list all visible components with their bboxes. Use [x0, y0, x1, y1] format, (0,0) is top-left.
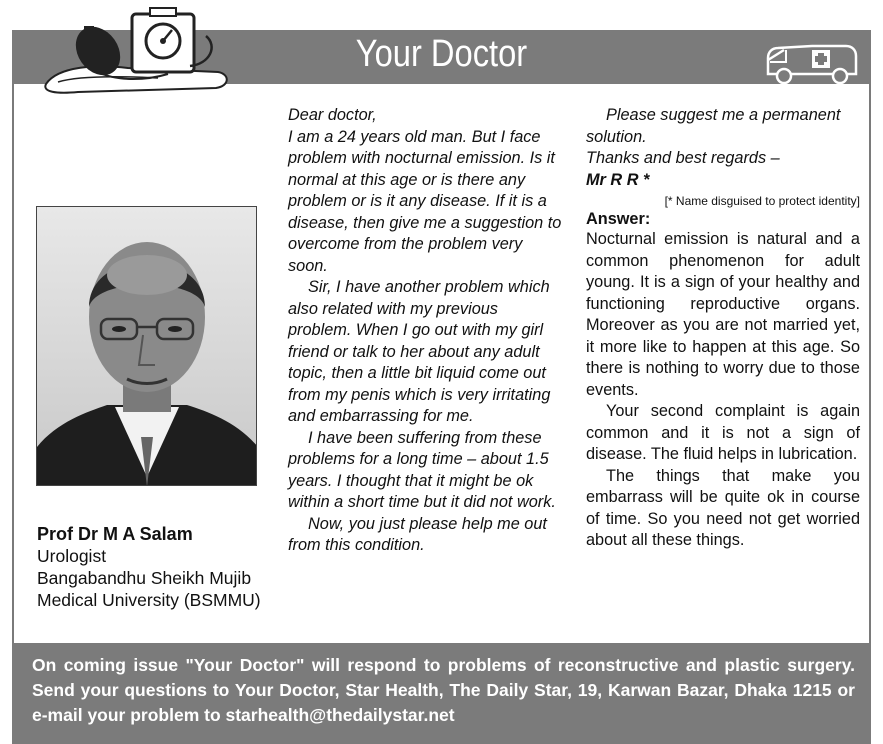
letter-paragraph-3: I have been suffering from these problems for a long time – about 1.5 years. I thought that it might be ok within a short time but it did not work. [288, 428, 556, 511]
doctor-institution-line2: Medical University (BSMMU) [37, 590, 261, 610]
answer-paragraph-1: Nocturnal emission is natural and a common phenomenon for adult young. It is a sign of your healthy and functioning reproductive organs. Moreover as you are not married yet, it more like to happen at this age. So there is nothing to worry due to those events. [586, 230, 860, 399]
letter-column [288, 105, 563, 557]
answer-heading: Answer: [586, 210, 651, 228]
letter-paragraph-5: Please suggest me a permanent solution. [586, 106, 841, 146]
footer-text: On coming issue "Your Doctor" will respond to problems of reconstructive and plastic surgery. Send your questions to Your Doctor, Star Health, The Daily Star, 19, Karwan Bazar, Dhaka 1215 or e-mail your problem to starhealth@thedailystar.net [32, 655, 855, 725]
answer-column [586, 105, 860, 552]
letter-paragraph-2: Sir, I have another problem which also related with my previous problem. When I go out with my girl friend or talk to her about any adult topic, then a little bit liquid come out from my penis which is very irritating and embarrassing for me. [288, 278, 551, 425]
letter-paragraph-1: I am a 24 years old man. But I face problem with nocturnal emission. Is it normal at this age or is there any problem or is it any disease. If it is a disease, then give me a suggestion to overcome from the problem very soon. [288, 127, 562, 275]
answer-paragraph-3: The things that make you embarrass will be quite ok in course of time. So you need not get worried about all these things. [586, 466, 860, 549]
footer-notice [12, 643, 871, 744]
identity-note: [* Name disguised to protect identity] [664, 194, 860, 208]
doctor-title: Urologist [37, 546, 107, 566]
doctor-name: Prof Dr M A Salam [37, 524, 193, 544]
doctor-institution-line1: Bangabandhu Sheikh Mujib [37, 568, 252, 588]
page-title: Your Doctor [355, 33, 528, 75]
answer-paragraph-2: Your second complaint is again common and it is not a sign of disease. The fluid helps in lubrication. [586, 402, 860, 463]
letter-paragraph-4: Now, you just please help me out from this condition. [288, 514, 547, 554]
blood-pressure-monitor-icon [38, 6, 238, 96]
doctor-caption [37, 523, 277, 611]
doctor-photo [36, 206, 257, 486]
letter-signature: Mr R R * [586, 170, 650, 189]
doctor-portrait-image [37, 207, 257, 486]
letter-closing: Thanks and best regards – [586, 149, 780, 167]
ambulance-icon [762, 40, 862, 86]
letter-salutation: Dear doctor, [288, 106, 377, 124]
